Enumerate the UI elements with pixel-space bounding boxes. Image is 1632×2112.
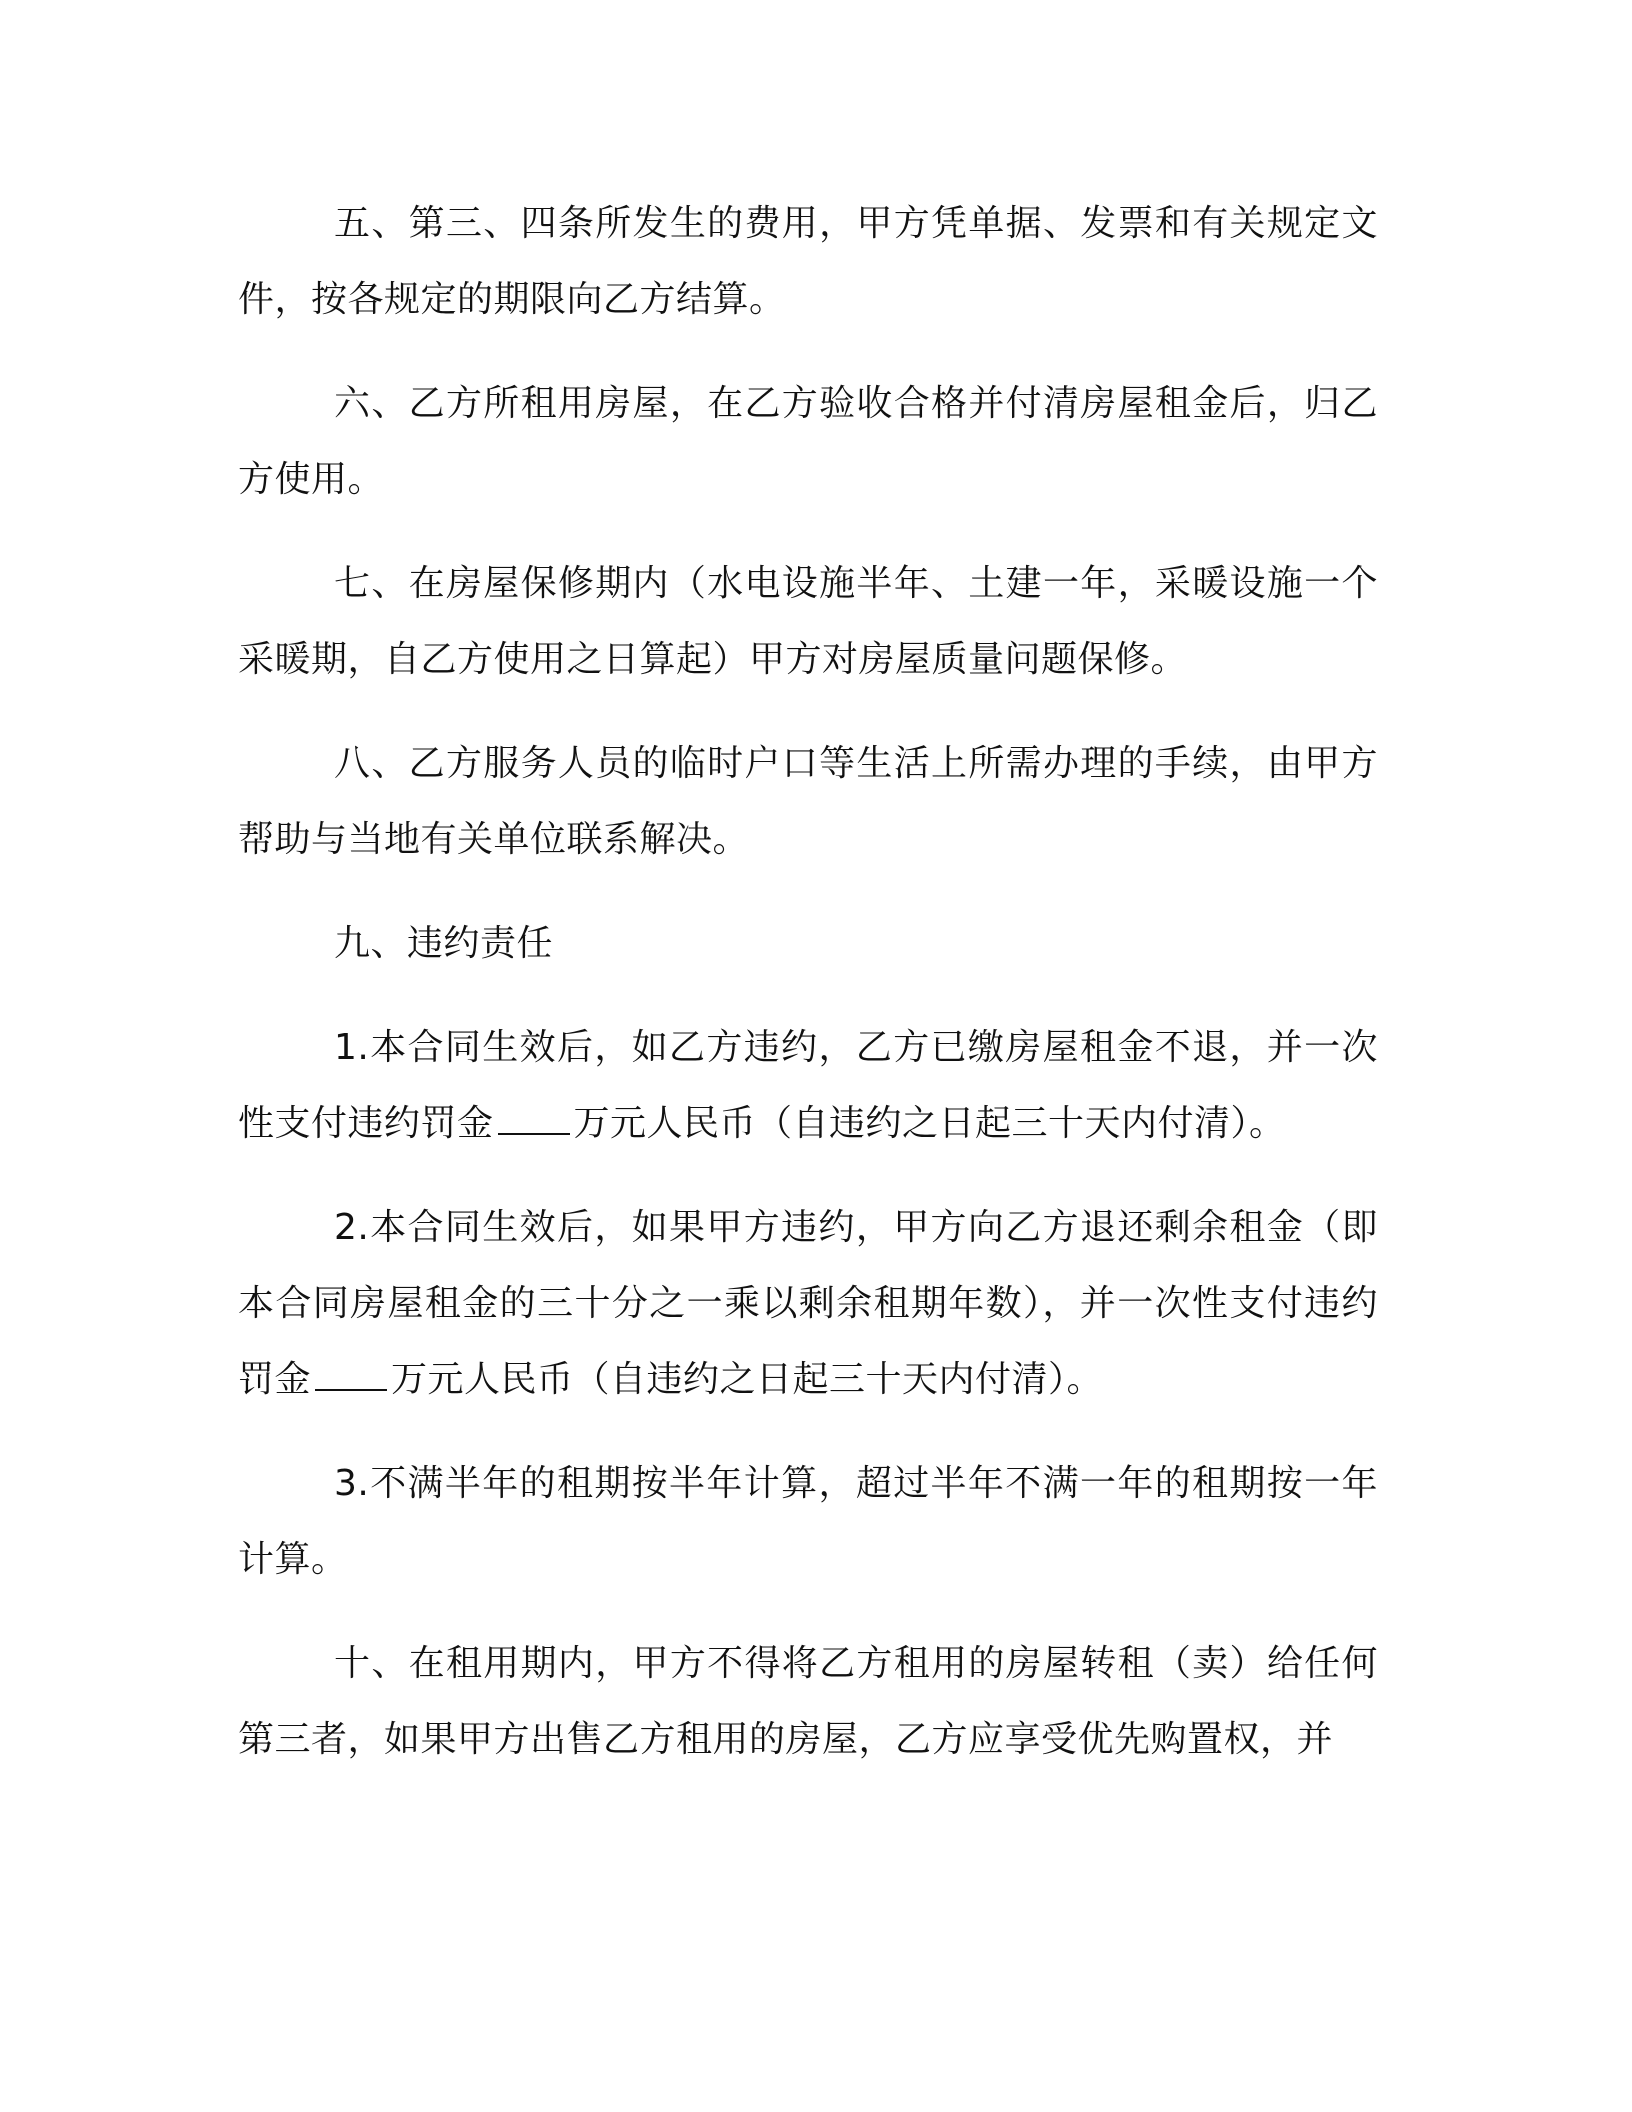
clause-10: 十、在租用期内，甲方不得将乙方租用的房屋转租（卖）给任何第三者，如果甲方出售乙方租用的房屋，乙方应享受优先购置权，并	[238, 1643, 1378, 1760]
clause-9-heading: 九、违约责任	[334, 923, 554, 964]
clause-6: 六、乙方所租用房屋，在乙方验收合格并付清房屋租金后，归乙方使用。	[238, 383, 1378, 500]
clause-9-item-2-text-before: 2.本合同生效后，如果甲方违约，甲方向乙方退还剩余租金（即本合同房屋租金的三十分之一乘以剩余租期年数），并一次性支付违约罚金	[238, 1207, 1378, 1400]
clause-9-item-1	[238, 1010, 1378, 1162]
clause-9-item-2	[238, 1190, 1378, 1418]
amount-blank	[498, 1103, 570, 1135]
clause-8: 八、乙方服务人员的临时户口等生活上所需办理的手续，由甲方帮助与当地有关单位联系解决。	[238, 743, 1378, 860]
clause-9-item-2-text-after: 万元人民币（自违约之日起三十天内付清）。	[391, 1359, 1104, 1400]
clause-9-item-3: 3.不满半年的租期按半年计算，超过半年不满一年的租期按一年计算。	[238, 1463, 1378, 1580]
amount-blank	[315, 1359, 387, 1391]
clause-5: 五、第三、四条所发生的费用，甲方凭单据、发票和有关规定文件，按各规定的期限向乙方结算。	[238, 203, 1378, 320]
clause-7: 七、在房屋保修期内（水电设施半年、土建一年，采暖设施一个采暖期，自乙方使用之日算起）甲方对房屋质量问题保修。	[238, 563, 1378, 680]
clause-9-item-1-text-before: 1.本合同生效后，如乙方违约，乙方已缴房屋租金不退，并一次性支付违约罚金	[238, 1027, 1378, 1144]
clause-9-item-1-text-after: 万元人民币（自违约之日起三十天内付清）。	[573, 1103, 1286, 1144]
document-page	[238, 186, 1378, 1806]
